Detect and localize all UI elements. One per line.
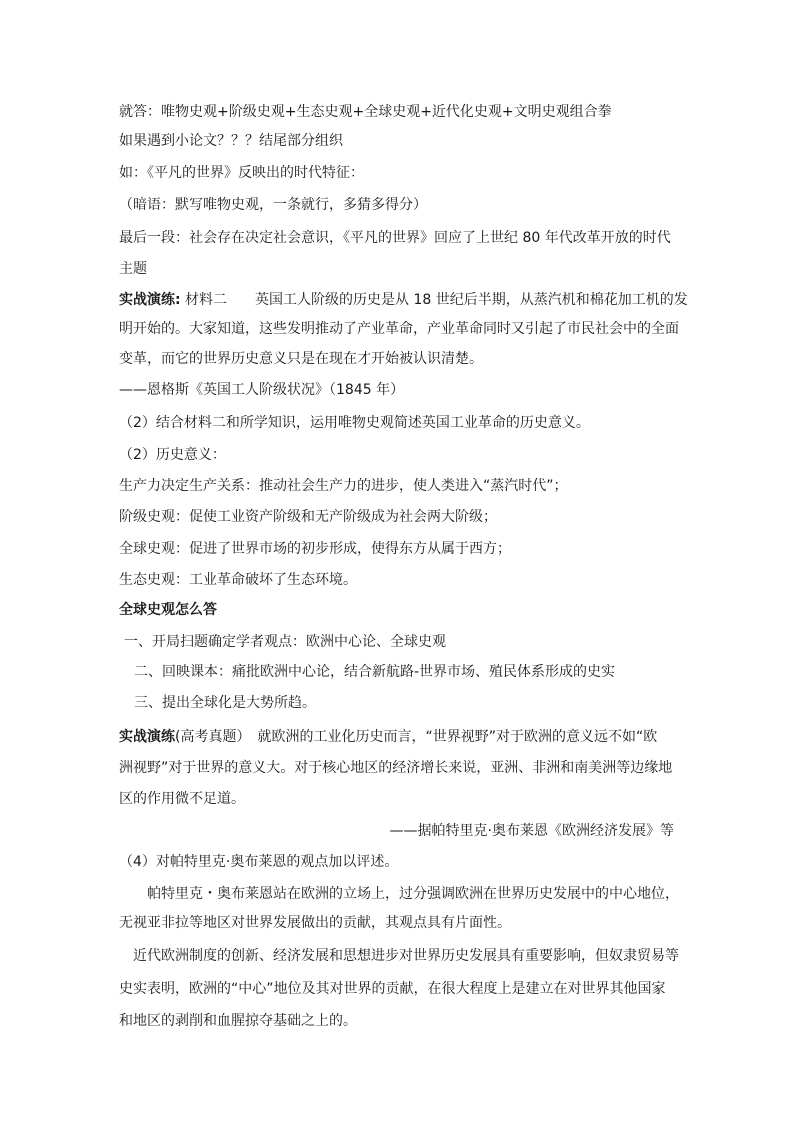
material-source: ——据帕特里克·奥布莱恩《欧洲经济发展》等: [389, 823, 674, 839]
question-text: （2）结合材料二和所学知识，运用唯物史观简述英国工业革命的历史意义。: [119, 415, 590, 431]
exam-tag: (高考真题）: [175, 729, 244, 745]
answer-line: 无视亚非拉等地区对世界发展做出的贡献，其观点具有片面性。: [119, 915, 511, 931]
section-heading: 全球史观怎么答: [119, 602, 217, 618]
answer-line: 生态史观：工业革命破坏了生态环境。: [119, 572, 357, 588]
practice-material-line: 明开始的。大家知道，这些发明推动了产业革命，产业革命同时又引起了市民社会中的全面: [119, 321, 679, 337]
answer-line: 近代欧洲制度的创新、经济发展和思想进步对世界历史发展具有重要影响，但奴隶贸易等: [133, 948, 679, 964]
practice-material-line: 区的作用微不足道。: [119, 791, 245, 807]
text-line: 就答：唯物史观+阶级史观+生态史观+全球史观+近代化史观+文明史观组合拳: [119, 104, 612, 120]
text-line: 最后一段：社会存在决定社会意识，《平凡的世界》回应了上世纪 80 年代改革开放的时代: [119, 230, 671, 246]
practice-label: 实战演练: [119, 729, 175, 745]
practice-text: 材料二 英国工人阶级的历史是从 18 世纪后半期，从蒸汽机和棉花加工机的发: [180, 292, 688, 308]
answer-line: 阶级史观：促使工业资产阶级和无产阶级成为社会两大阶级；: [119, 509, 497, 525]
material-source: ——恩格斯《英国工人阶级状况》（1845 年）: [119, 382, 405, 398]
answer-line: 帕特里克・奥布莱恩站在欧洲的立场上，过分强调欧洲在世界历史发展中的中心地位，: [147, 886, 679, 902]
practice-material-line: 变革，而它的世界历史意义只是在现在才开始被认识清楚。: [119, 351, 483, 367]
answer-line: 生产力决定生产关系：推动社会生产力的进步，使人类进入“蒸汽时代”；: [119, 478, 568, 494]
text-line: （暗语：默写唯物史观，一条就行，多猜多得分）: [119, 197, 427, 213]
text-line: 如果遇到小论文？？？结尾部分组织: [119, 133, 343, 149]
answer-line: （2）历史意义：: [119, 447, 226, 463]
step-line: 一、开局扫题确定学者观点：欧洲中心论、全球史观: [124, 634, 446, 650]
text-line: 如：《平凡的世界》反映出的时代特征：: [119, 165, 364, 181]
answer-line: 史实表明，欧洲的“中心”地位及其对世界的贡献，在很大程度上是建立在对世界其他国家: [119, 981, 666, 997]
question-text: （4）对帕特里克·奥布莱恩的观点加以评述。: [119, 854, 399, 870]
practice-label: 实战演练:: [119, 292, 181, 308]
step-line: 三、提出全球化是大势所趋。: [134, 695, 316, 711]
practice-material-line: 洲视野”对于世界的意义大。对于核心地区的经济增长来说，亚洲、非洲和南美洲等边缘地: [119, 760, 673, 776]
text-line: 主题: [119, 261, 147, 277]
practice-material-line: [119, 727, 679, 747]
step-line: 二、回映课本：痛批欧洲中心论，结合新航路-世界市场、殖民体系形成的史实: [134, 664, 616, 680]
answer-line: 全球史观：促进了世界市场的初步形成，使得东方从属于西方；: [119, 541, 511, 557]
answer-line: 和地区的剥削和血腥掠夺基础之上的。: [119, 1013, 357, 1029]
practice-material-line: [119, 290, 688, 310]
practice-text: 就欧洲的工业化历史而言，“世界视野”对于欧洲的意义远不如“欧: [243, 729, 658, 745]
